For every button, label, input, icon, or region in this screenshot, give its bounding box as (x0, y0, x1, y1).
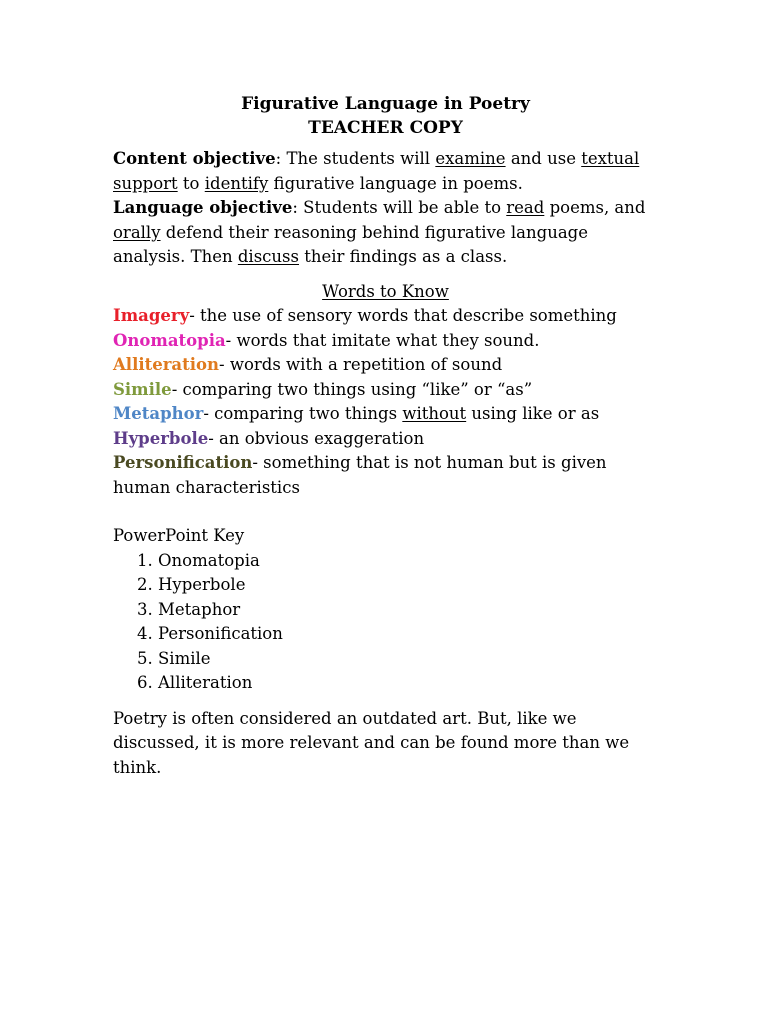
content-objective-text-2: and use (505, 149, 582, 168)
language-objective (113, 196, 658, 270)
term-name: Onomatopia (113, 330, 226, 350)
term-name: Metaphor (113, 404, 204, 423)
term-hyperbole (113, 427, 658, 452)
term-definition: - something that is not human but is given human characteristics (113, 453, 607, 497)
powerpoint-key-list (113, 549, 658, 696)
language-objective-text-1: Students will be able to (303, 198, 507, 217)
term-definition-before: - comparing two things (203, 404, 403, 423)
list-item: 6. Alliteration (158, 671, 658, 696)
term-definition-after: using like or as (466, 404, 600, 423)
term-alliteration (113, 353, 658, 378)
content-objective-sep: : (275, 149, 287, 168)
term-definition: - the use of sensory words that describe something (189, 306, 617, 325)
content-objective-underline-1: examine (435, 149, 506, 168)
title-line-2: TEACHER COPY (308, 118, 463, 138)
term-definition-underlined: without (402, 404, 467, 423)
document-title (113, 92, 658, 140)
title-line-1: Figurative Language in Poetry (241, 94, 530, 114)
term-definition: - words with a repetition of sound (219, 355, 503, 374)
term-definition: - an obvious exaggeration (208, 428, 425, 448)
content-objective-text-4: figurative language in poems. (268, 173, 523, 193)
language-objective-underline-2: orally (113, 222, 161, 242)
term-name: Imagery (113, 306, 190, 325)
content-objective-text-3: to (177, 173, 205, 193)
list-item: 2. Hyperbole (158, 573, 658, 598)
language-objective-text-2: poems, and (544, 198, 646, 217)
list-item: 1. Onomatopia (158, 549, 658, 574)
term-imagery (113, 304, 658, 329)
list-item: 4. Personification (158, 622, 658, 647)
language-objective-text-4: their findings as a class. (299, 247, 508, 266)
term-definition: - words that imitate what they sound. (225, 330, 540, 350)
content-objective-underline-3: identify (204, 173, 269, 193)
document-page (113, 92, 658, 780)
term-personification (113, 451, 658, 500)
term-definition: - comparing two things using “like” or “as” (171, 379, 533, 399)
terms-list (113, 304, 658, 500)
term-name: Alliteration (113, 355, 220, 374)
term-onomatopia (113, 329, 658, 354)
language-objective-text-3: defend their reasoning behind figurative language analysis. Then (113, 222, 588, 266)
term-name: Personification (113, 453, 253, 472)
objectives-section (113, 147, 658, 270)
language-objective-underline-3: discuss (237, 247, 299, 266)
content-objective (113, 147, 658, 196)
term-simile (113, 378, 658, 403)
content-objective-underline-2: textual support (113, 149, 640, 193)
content-objective-label: Content objective (113, 149, 276, 168)
list-item: 5. Simile (158, 647, 658, 672)
term-metaphor (113, 402, 658, 427)
list-item: 3. Metaphor (158, 598, 658, 623)
language-objective-label: Language objective (113, 198, 293, 217)
term-name: Simile (113, 379, 172, 399)
language-objective-underline-1: read (506, 198, 545, 217)
powerpoint-key-heading: PowerPoint Key (113, 526, 245, 545)
closing-paragraph: Poetry is often considered an outdated art. But, like we discussed, it is more relevant and can be found more than we think. (113, 708, 630, 777)
content-objective-text-1: The students will (286, 149, 436, 168)
words-to-know-heading: Words to Know (322, 281, 449, 301)
language-objective-sep: : (292, 198, 304, 217)
term-name: Hyperbole (113, 428, 209, 448)
